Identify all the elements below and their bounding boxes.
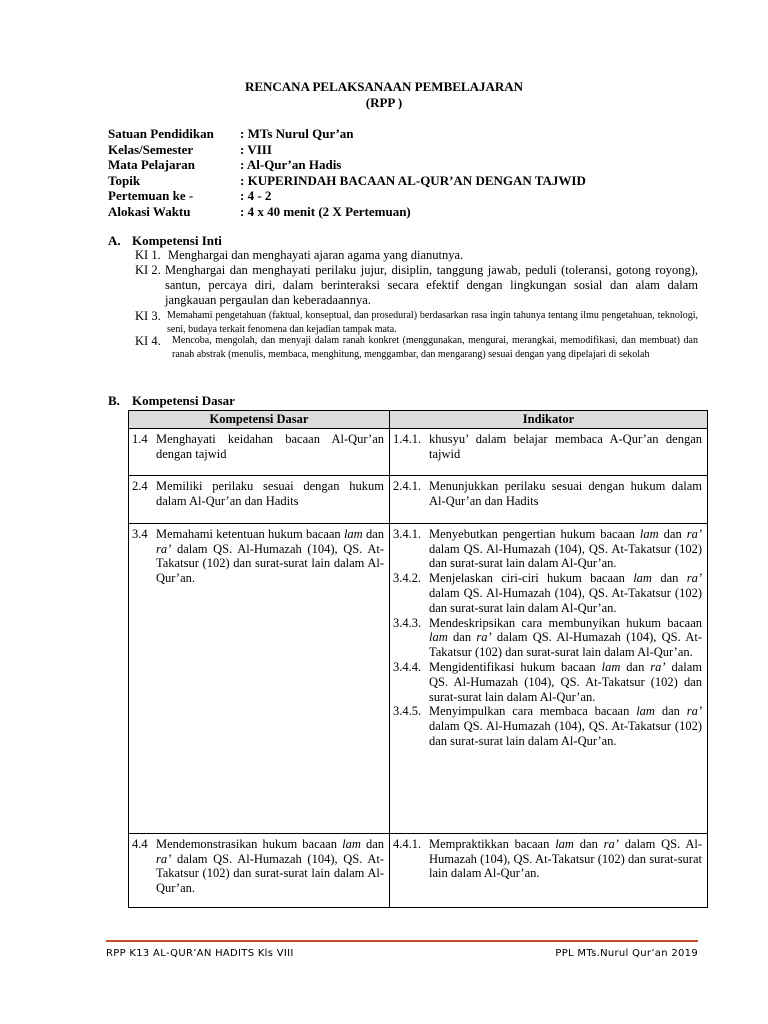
identity-row xyxy=(108,126,586,142)
indicator-text: Menjelaskan ciri-ciri hukum bacaan lam dan ra’ dalam QS. Al-Humazah (104), QS. At-Takatsur (102) dan surat-surat lain dalam Al-Qur’an. xyxy=(429,571,703,615)
table-row xyxy=(129,475,708,523)
section-b-heading xyxy=(108,393,235,409)
ki-number: KI 4. xyxy=(135,334,161,348)
kd-text: Mendemonstrasikan hukum bacaan lam dan ra’ dalam QS. Al-Humazah (104), QS. At-Takatsur (102) dan surat-surat lain dalam Al-Qur’an. xyxy=(156,836,385,896)
kd-number: 4.4 xyxy=(132,836,148,851)
indicator-text: Menyebutkan pengertian hukum bacaan lam dan ra’ dalam QS. Al-Humazah (104), QS. At-Takatsur (102) dan surat-surat lain dalam Al-Qur’an. xyxy=(429,526,702,571)
indicator-number: 3.4.5. xyxy=(393,704,422,719)
kd-item xyxy=(132,479,384,509)
section-a-heading xyxy=(108,233,222,249)
footer-divider xyxy=(106,940,698,942)
indicator-item xyxy=(393,660,702,704)
indicator-number: 3.4.4. xyxy=(393,659,422,674)
indicator-item xyxy=(393,527,702,571)
table-row xyxy=(129,428,708,475)
indicator-cell xyxy=(390,475,708,523)
indicator-text: Mendeskripsikan cara membunyikan hukum bacaan lam dan ra’ dalam QS. Al-Humazah (104), QS. At-Takatsur (102) dan surat-surat lain dalam Al-Qur’an. xyxy=(429,615,702,660)
ki-item xyxy=(135,263,698,308)
ki-number: KI 1. xyxy=(135,248,161,262)
identity-label: Kelas/Semester xyxy=(108,141,194,157)
kd-number: 2.4 xyxy=(132,478,148,493)
kd-item xyxy=(132,527,384,586)
identity-value: : MTs Nurul Qur’an xyxy=(240,126,354,141)
ki-text: Mencoba, mengolah, dan menyaji dalam ranah konkret (menggunakan, mengurai, merangkai, memodifikasi, dan membuat) dan ranah abstrak (menulis, membaca, menghitung, menggambar, dan mengarang) sesuai dengan yang dipelajari di sekolah xyxy=(172,335,698,360)
indicator-text: Mempraktikkan bacaan lam dan ra’ dalam QS. Al-Humazah (104), QS. At-Takatsur (102) dan surat-surat lain dalam Al-Qur’an. xyxy=(429,836,703,881)
kompetensi-table xyxy=(128,410,708,908)
identity-label: Satuan Pendidikan xyxy=(108,126,214,141)
identity-row xyxy=(108,142,586,158)
ki-item xyxy=(135,334,698,361)
section-letter: B. xyxy=(108,393,120,408)
indicator-item xyxy=(393,571,702,615)
indicator-number: 4.4.1. xyxy=(393,836,422,851)
indicator-item xyxy=(393,479,702,509)
ki-text: Menghargai dan menghayati ajaran agama yang dianutnya. xyxy=(168,248,464,262)
kd-number: 3.4 xyxy=(132,526,148,541)
section-letter: A. xyxy=(108,233,121,248)
indicator-item xyxy=(393,704,702,748)
ki-item xyxy=(135,248,698,263)
table-header-row xyxy=(129,411,708,429)
indicator-number: 3.4.2. xyxy=(393,571,422,586)
kd-cell xyxy=(129,475,390,523)
indicator-item xyxy=(393,837,702,881)
indicator-number: 3.4.3. xyxy=(393,615,422,630)
identity-label: Mata Pelajaran xyxy=(108,157,196,173)
identity-row xyxy=(108,188,586,204)
kd-item xyxy=(132,432,384,462)
section-title: Kompetensi Dasar xyxy=(132,393,235,408)
column-header-kd: Kompetensi Dasar xyxy=(129,411,390,429)
kd-text: Memiliki perilaku sesuai dengan hukum dalam Al-Qur’an dan Hadits xyxy=(156,478,384,508)
kd-cell xyxy=(129,428,390,475)
table-row xyxy=(129,523,708,833)
ki-text: Memahami pengetahuan (faktual, konseptual, dan prosedural) berdasarkan rasa ingin tahunya tentang ilmu pengetahuan, teknologi, seni, budaya terkait fenomena dan kejadian tampak mata. xyxy=(167,310,698,335)
indicator-text: Menunjukkan perilaku sesuai dengan hukum dalam Al-Qur’an dan Hadits xyxy=(429,478,702,508)
identity-row xyxy=(108,204,586,220)
footer-left-text: RPP K13 AL-QUR’AN HADITS Kls VIII xyxy=(106,948,294,959)
kd-text: Menghayati keidahan bacaan Al-Qur’an dengan tajwid xyxy=(156,431,384,461)
identity-block xyxy=(108,126,586,220)
column-header-indikator: Indikator xyxy=(390,411,708,429)
kd-item xyxy=(132,837,384,896)
kd-cell xyxy=(129,523,390,833)
identity-value: : VIII xyxy=(240,141,272,157)
document-subtitle: (RPP ) xyxy=(365,95,403,110)
indicator-text: khusyu’ dalam belajar membaca A-Qur’an dengan tajwid xyxy=(429,431,702,461)
indicator-text: Menyimpulkan cara membaca bacaan lam dan ra’ dalam QS. Al-Humazah (104), QS. At-Takatsur (102) dan surat-surat lain dalam Al-Qur’an. xyxy=(429,704,703,748)
identity-value: : 4 - 2 xyxy=(240,188,272,204)
indicator-cell xyxy=(390,833,708,907)
document-title: RENCANA PELAKSANAAN PEMBELAJARAN xyxy=(244,79,524,94)
ki-number: KI 3. xyxy=(135,309,161,323)
table-row xyxy=(129,833,708,907)
section-title: Kompetensi Inti xyxy=(132,233,222,248)
indicator-number: 1.4.1. xyxy=(393,431,422,446)
identity-row xyxy=(108,173,586,189)
indicator-item xyxy=(393,432,702,462)
identity-value: : 4 x 40 menit (2 X Pertemuan) xyxy=(240,203,411,219)
identity-value: : Al-Qur’an Hadis xyxy=(240,157,342,173)
kd-cell xyxy=(129,833,390,907)
identity-label: Pertemuan ke - xyxy=(108,188,194,204)
ki-number: KI 2. xyxy=(135,263,161,277)
identity-row xyxy=(108,157,586,173)
indicator-text: Mengidentifikasi hukum bacaan lam dan ra’ dalam QS. Al-Humazah (104), QS. At-Takatsur (102) dan surat-surat lain dalam Al-Qur’an. xyxy=(429,659,702,704)
identity-label: Alokasi Waktu xyxy=(108,203,191,219)
kd-text: Memahami ketentuan hukum bacaan lam dan ra’ dalam QS. Al-Humazah (104), QS. At-Takatsur (102) dan surat-surat lain dalam Al-Qur’an. xyxy=(156,526,384,586)
indicator-cell xyxy=(390,428,708,475)
indicator-cell xyxy=(390,523,708,833)
indicator-number: 2.4.1. xyxy=(393,478,422,493)
footer-right-text: PPL MTs.Nurul Qur’an 2019 xyxy=(555,948,698,959)
ki-item xyxy=(135,309,698,336)
indicator-item xyxy=(393,616,702,660)
identity-label: Topik xyxy=(108,172,141,188)
identity-value: : KUPERINDAH BACAAN AL-QUR’AN DENGAN TAJWID xyxy=(240,172,586,188)
indicator-number: 3.4.1. xyxy=(393,526,422,541)
ki-text: Menghargai dan menghayati perilaku jujur, disiplin, tanggung jawab, peduli (toleransi, gotong royong), santun, percaya diri, dalam berinteraksi secara efektif dengan lingkungan sosial dan alam dalam jangkauan pergaulan dan keberadaannya. xyxy=(165,263,698,307)
kd-number: 1.4 xyxy=(132,431,148,446)
